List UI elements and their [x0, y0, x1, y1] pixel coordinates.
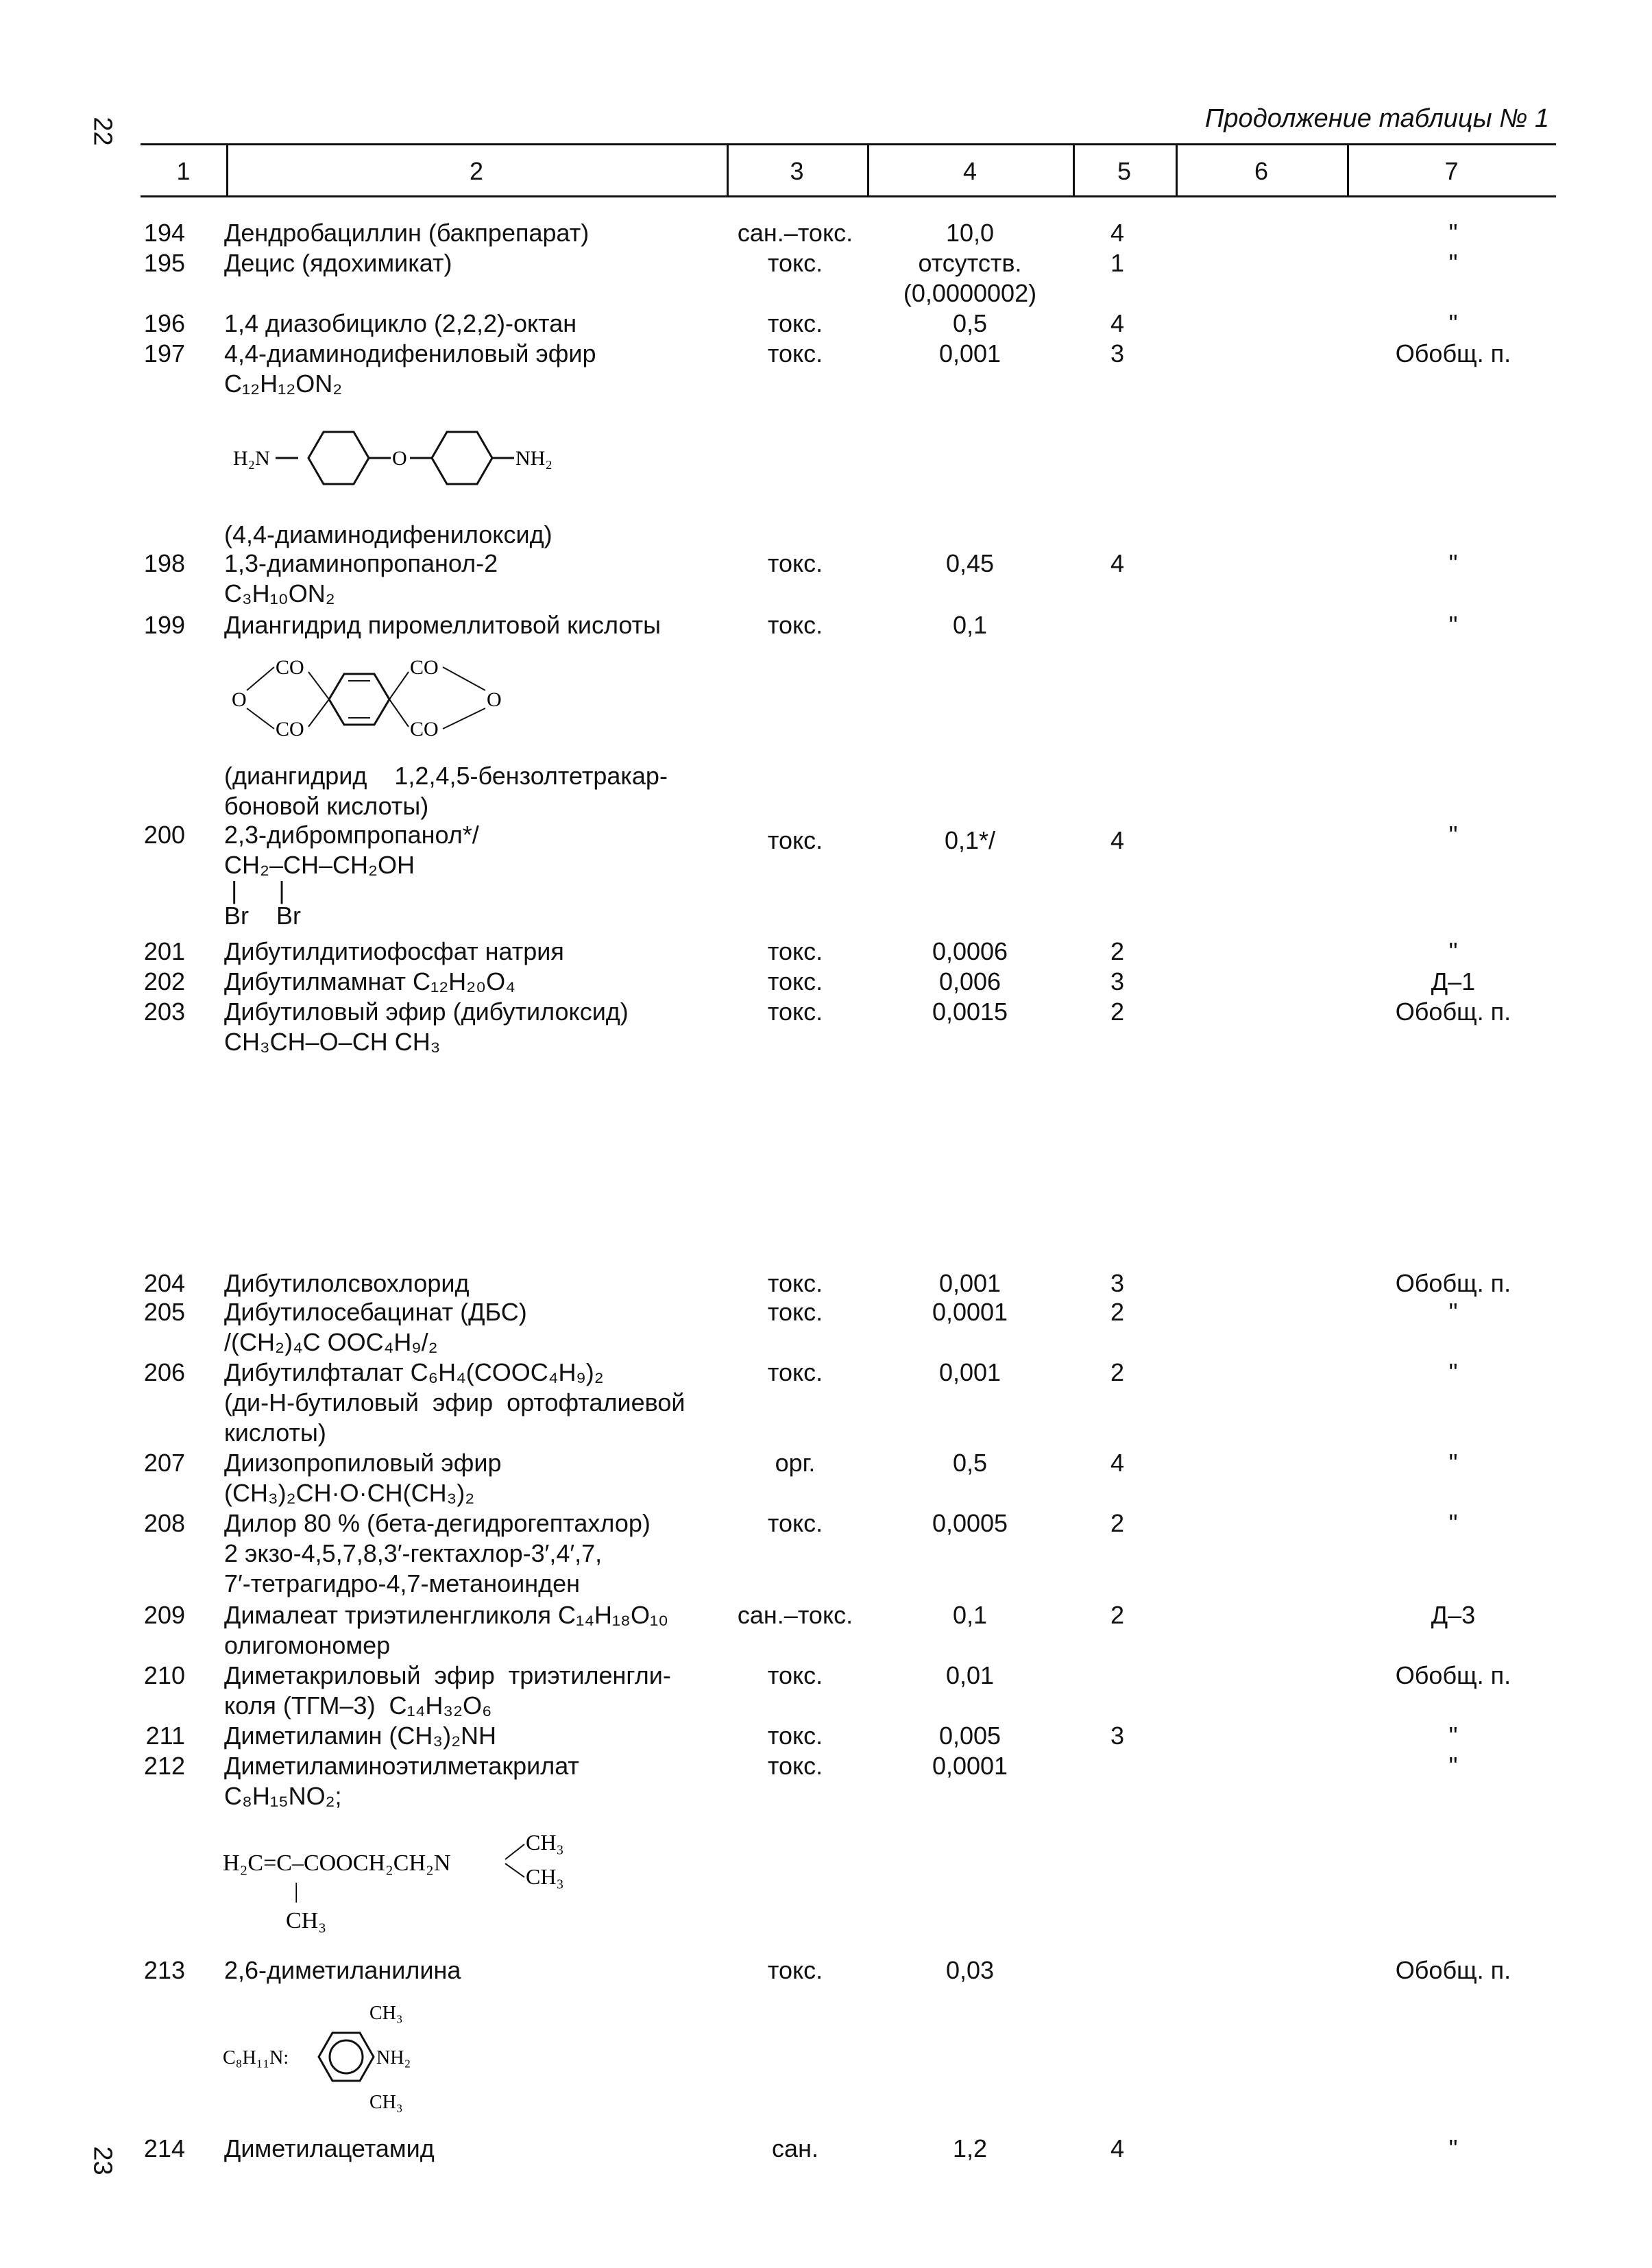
name-line: CH₃CH–O–CH CH₃	[224, 1028, 441, 1056]
row-number: 214	[143, 2134, 185, 2162]
hazard-indicator: токс.	[767, 1269, 823, 1297]
hazard-indicator: токс.	[767, 967, 823, 996]
mpc-value	[867, 248, 1073, 309]
struct-label: O	[392, 447, 407, 470]
hazard-class: 4	[1110, 826, 1125, 854]
structure-pyromellitic-dianhydride	[226, 648, 514, 751]
analysis-method: "	[1448, 1722, 1458, 1750]
hazard-class: 2	[1110, 1298, 1125, 1326]
hazard-indicator: токс.	[767, 998, 823, 1026]
hazard-indicator: токс.	[767, 339, 823, 367]
hazard-class: 3	[1110, 1722, 1125, 1750]
hazard-class: 2	[1110, 937, 1125, 965]
analysis-method: "	[1448, 1449, 1458, 1477]
name-line: Дибутилолсвохлорид	[224, 1269, 470, 1297]
substance-name	[224, 967, 718, 997]
struct-label: CO	[276, 718, 304, 740]
substance-name	[224, 1268, 718, 1299]
hazard-indicator: токс.	[767, 1509, 823, 1537]
row-number: 203	[143, 998, 185, 1026]
header-top-rule	[141, 143, 1556, 145]
row-number: 198	[143, 549, 185, 577]
analysis-method: Обобщ. п.	[1395, 1956, 1511, 1984]
name-line: C₈H₁₅NO₂;	[224, 1782, 342, 1810]
mpc-value: 0,0001	[932, 1298, 1008, 1326]
substance-name	[224, 820, 718, 931]
hazard-indicator: токс.	[767, 1298, 823, 1326]
analysis-method: "	[1448, 249, 1458, 277]
struct-label: |	[294, 1878, 299, 1903]
substance-name	[224, 1448, 718, 1508]
struct-label: CO	[276, 656, 304, 679]
analysis-method: "	[1448, 1752, 1458, 1780]
mpc-value: 0,03	[945, 1956, 995, 1984]
hazard-indicator: токс.	[767, 611, 823, 639]
analysis-method: "	[1448, 821, 1458, 849]
hazard-indicator: сан.–токс.	[737, 219, 853, 247]
row-number: 194	[143, 219, 185, 247]
mpc-value: 0,1*/	[944, 826, 996, 854]
hazard-indicator: токс.	[767, 1661, 823, 1689]
name-line: /(CH₂)₄C OOC₄H₉/₂	[224, 1328, 438, 1356]
header-col-1: 1	[176, 157, 191, 185]
substance-name	[224, 1600, 718, 1661]
struct-label: O	[487, 688, 502, 711]
hazard-class: 2	[1110, 1601, 1125, 1629]
name-line: Децис (ядохимикат)	[224, 249, 452, 277]
row-number: 213	[143, 1956, 185, 1984]
struct-label: CH₃	[369, 2003, 403, 2024]
mpc-value: 0,1	[952, 611, 988, 639]
substance-name	[224, 1297, 718, 1358]
substance-name	[224, 309, 718, 339]
analysis-method: Д–1	[1431, 967, 1476, 996]
name-line: Br Br	[224, 902, 302, 930]
hazard-class: 4	[1110, 219, 1125, 247]
name-line: Дибутилосебацинат (ДБС)	[224, 1298, 527, 1326]
mpc-value: 0,001	[938, 339, 1001, 367]
hazard-class: 3	[1110, 339, 1125, 367]
analysis-method: Д–3	[1431, 1601, 1476, 1629]
struct-label: NH₂	[376, 2047, 411, 2068]
analysis-method: "	[1448, 2134, 1458, 2162]
name-line: 1,3-диаминопропанол-2	[224, 549, 498, 577]
mpc-value: 0,5	[952, 1449, 988, 1477]
substance-name	[224, 761, 718, 821]
hazard-indicator: орг.	[775, 1449, 816, 1477]
row-number: 204	[143, 1269, 185, 1297]
analysis-method: "	[1448, 549, 1458, 577]
name-line: 7′-тетрагидро-4,7-метаноинден	[224, 1569, 580, 1597]
name-line: олигомономер	[224, 1631, 391, 1659]
hazard-class: 2	[1110, 1509, 1125, 1537]
row-number: 195	[143, 249, 185, 277]
mpc-line: (0,0000002)	[903, 279, 1037, 307]
row-number: 206	[143, 1358, 185, 1386]
analysis-method: Обобщ. п.	[1395, 998, 1511, 1026]
analysis-method: Обобщ. п.	[1395, 1269, 1511, 1297]
page-number-bottom: 23	[88, 2146, 117, 2175]
hazard-indicator: токс.	[767, 249, 823, 277]
name-line: C₁₂H₁₂ON₂	[224, 370, 343, 398]
name-line: Дибутилмамнат C₁₂H₂₀O₄	[224, 967, 515, 996]
mpc-value: 0,1	[952, 1601, 988, 1629]
row-number: 202	[143, 967, 185, 996]
row-number: 212	[143, 1752, 185, 1780]
hazard-indicator: токс.	[767, 549, 823, 577]
substance-name	[224, 339, 718, 399]
name-line: 2,6-диметиланилина	[224, 1956, 461, 1984]
analysis-method: "	[1448, 219, 1458, 247]
name-line: Дибутилдитиофосфат натрия	[224, 937, 564, 965]
hazard-class: 4	[1110, 549, 1125, 577]
table-caption: Продолжение таблицы № 1	[1204, 104, 1549, 133]
name-line: 2,3-дибромпропанол*/	[224, 821, 479, 849]
hazard-indicator: токс.	[767, 309, 823, 337]
row-number: 211	[145, 1722, 185, 1750]
name-line: 2 экзо-4,5,7,8,3′-гектахлор-3′,4′,7,	[224, 1539, 603, 1567]
hazard-indicator: токс.	[767, 1956, 823, 1984]
substance-name	[224, 1358, 718, 1448]
hazard-indicator: токс.	[767, 1358, 823, 1386]
struct-label: CH₃	[526, 1864, 564, 1889]
header-col-4: 4	[962, 157, 977, 185]
mpc-value: 0,0006	[932, 937, 1008, 965]
mpc-value: 0,5	[952, 309, 988, 337]
row-number: 201	[143, 937, 185, 965]
analysis-method: "	[1448, 1358, 1458, 1386]
hazard-indicator: токс.	[767, 1722, 823, 1750]
name-line: C₃H₁₀ON₂	[224, 579, 335, 607]
substance-name	[224, 937, 718, 967]
header-col-2: 2	[469, 157, 484, 185]
hazard-class: 3	[1110, 967, 1125, 996]
row-number: 197	[143, 339, 185, 367]
mpc-value: 0,001	[938, 1358, 1001, 1386]
substance-name	[224, 1751, 718, 1811]
hazard-class: 4	[1110, 1449, 1125, 1477]
struct-label: CO	[410, 718, 439, 740]
struct-label: CH₃	[526, 1830, 564, 1855]
mpc-value: 1,2	[952, 2134, 988, 2162]
substance-name	[224, 1955, 718, 1986]
row-number: 209	[143, 1601, 185, 1629]
hazard-indicator: токс.	[767, 937, 823, 965]
mpc-value: 0,0015	[932, 998, 1008, 1026]
header-col-6: 6	[1254, 157, 1269, 185]
mpc-value: 0,01	[945, 1661, 995, 1689]
struct-label: C₈H₁₁N:	[223, 2047, 289, 2068]
hazard-indicator: сан.–токс.	[737, 1601, 853, 1629]
name-line: (диангидрид 1,2,4,5-бензолтетракар-	[224, 762, 668, 790]
mpc-value: 0,001	[938, 1269, 1001, 1297]
mpc-value: 0,005	[938, 1722, 1001, 1750]
mpc-value: 10,0	[945, 219, 995, 247]
hazard-indicator: токс.	[767, 1752, 823, 1780]
name-line: Диангидрид пиромеллитовой кислоты	[224, 611, 661, 639]
name-line: Дилор 80 % (бета-дегидрогептахлор)	[224, 1509, 651, 1537]
page-number-top: 22	[88, 117, 117, 146]
substance-name	[224, 248, 718, 278]
name-line: кислоты)	[224, 1419, 326, 1447]
name-line: боновой кислоты)	[224, 792, 429, 820]
hazard-class: 2	[1110, 1358, 1125, 1386]
analysis-method: "	[1448, 937, 1458, 965]
row-number: 210	[143, 1661, 185, 1689]
header-bottom-rule	[141, 195, 1556, 197]
analysis-method: "	[1448, 1509, 1458, 1537]
hazard-class: 4	[1110, 309, 1125, 337]
substance-name	[224, 548, 718, 609]
name-line: Диметакриловый эфир триэтиленгли-	[224, 1661, 671, 1689]
name-line: CH₂–CH–CH₂OH	[224, 851, 415, 879]
struct-label: H₂C=C–COOCH₂CH₂N	[223, 1850, 451, 1876]
hazard-indicator: токс.	[767, 826, 823, 854]
substance-name	[224, 610, 718, 640]
name-line: Диметиламин (CH₃)₂NH	[224, 1722, 497, 1750]
analysis-method: Обобщ. п.	[1395, 1661, 1511, 1689]
structure-diaminodiphenyl-ether	[226, 411, 583, 500]
name-line: Дималеат триэтиленгликоля C₁₄H₁₈O₁₀	[224, 1601, 669, 1629]
name-line: Дибутилфталат C₆H₄(COOC₄H₉)₂	[224, 1358, 604, 1386]
name-line: Диметиламиноэтилметакрилат	[224, 1752, 579, 1780]
struct-label: NH₂	[515, 447, 552, 470]
row-number: 207	[143, 1449, 185, 1477]
name-line: Диметилацетамид	[224, 2134, 435, 2162]
name-line: Дибутиловый эфир (дибутилоксид)	[224, 998, 629, 1026]
struct-label: CH₃	[369, 2092, 403, 2113]
substance-name	[224, 218, 718, 248]
substance-name	[224, 1721, 718, 1751]
header-col-7: 7	[1444, 157, 1459, 185]
struct-label: O	[232, 688, 247, 711]
mpc-value: 0,45	[945, 549, 995, 577]
row-number: 199	[143, 611, 185, 639]
analysis-method: Обобщ. п.	[1395, 339, 1511, 367]
hazard-class: 1	[1110, 249, 1125, 277]
analysis-method: "	[1448, 1298, 1458, 1326]
header-col-5: 5	[1117, 157, 1132, 185]
name-line: (ди-Н-бутиловый эфир ортофталиевой	[224, 1388, 685, 1416]
substance-name	[224, 997, 718, 1057]
hazard-indicator: сан.	[772, 2134, 818, 2162]
substance-name	[224, 520, 718, 550]
header-col-3: 3	[790, 157, 804, 185]
hazard-class: 2	[1110, 998, 1125, 1026]
row-number: 196	[143, 309, 185, 337]
structure-dimethylaniline	[223, 1999, 456, 2115]
row-number: 208	[143, 1509, 185, 1537]
structure-dimethylaminoethyl-methacrylate	[223, 1824, 579, 1940]
name-line: Дендробациллин (бакпрепарат)	[224, 219, 590, 247]
mpc-value: 0,0005	[932, 1509, 1008, 1537]
struct-label: H₂N	[233, 447, 270, 470]
substance-name	[224, 1661, 718, 1721]
struct-label: CH₃	[286, 1908, 327, 1933]
hazard-class: 4	[1110, 2134, 1125, 2162]
name-line: коля (ТГМ–3) C₁₄H₃₂O₆	[224, 1691, 492, 1720]
mpc-value: 0,0001	[932, 1752, 1008, 1780]
row-number: 205	[143, 1298, 185, 1326]
substance-name	[224, 1508, 718, 1599]
mpc-line: отсутств.	[918, 249, 1022, 277]
mpc-value: 0,006	[938, 967, 1001, 996]
name-line: Диизопропиловый эфир	[224, 1449, 502, 1477]
name-line: | |	[224, 876, 285, 904]
hazard-class: 3	[1110, 1269, 1125, 1297]
substance-name	[224, 2134, 718, 2164]
row-number: 200	[143, 821, 185, 849]
struct-label: CO	[410, 656, 439, 679]
analysis-method: "	[1448, 611, 1458, 639]
name-line: 4,4-диаминодифениловый эфир	[224, 339, 596, 367]
analysis-method: "	[1448, 309, 1458, 337]
name-line: (CH₃)₂CH·O·CH(CH₃)₂	[224, 1479, 475, 1507]
name-line: 1,4 диазобицикло (2,2,2)-октан	[224, 309, 577, 337]
name-line: (4,4-диаминодифенилоксид)	[224, 520, 552, 548]
